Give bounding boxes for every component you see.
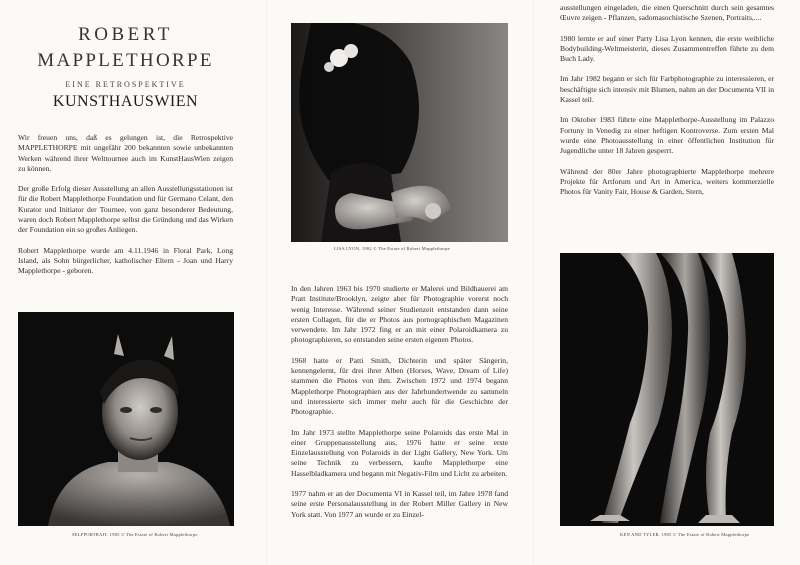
lisa-lyon-caption: LISA LYON, 1982 © The Estate of Robert Mapplethorpe — [334, 246, 450, 251]
lisa-lyon-photo — [291, 23, 508, 242]
fold-line-left — [266, 0, 267, 565]
column1-text — [18, 133, 233, 287]
paragraph: Im Jahr 1982 begann er sich für Farbphotographie zu interessieren, er beschäftigte sich intensiv mit Blumen, nahm an der Documenta VII in Kassel teil. — [560, 74, 774, 105]
paragraph: 1977 nahm er an der Documenta VI in Kassel teil, im Jahre 1978 fand seine erste Personalausstellung in der Robert Miller Gallery in New York statt. Von 1977 an wurde er zu Einzel- — [291, 489, 508, 519]
paragraph: Im Jahr 1973 stellte Mapplethorpe seine Polaroids das erste Mal in einer Gruppenausstellung aus, 1976 hatte er seine erste Einzelausstellung von Polaroids in der Light Gallery, New York. Um seine Technik zu verbessern, kaufte Mapplethorpe eine Hasselbladkamera und begann mit Negativ-Film und Licht zu arbeiten. — [291, 427, 508, 478]
column3-text — [560, 3, 774, 207]
column2-text — [291, 284, 508, 530]
ken-and-tyler-photo — [560, 253, 774, 526]
paragraph: Während der 80er Jahre photographierte Mapplethorpe mehrere Projekte für Artforum und Art in America, weiters kommerzielle Photos für Vanity Fair, House & Garden, Stern, — [560, 166, 774, 197]
paragraph: 1980 lernte er auf einer Party Lisa Lyon kennen, die erste weibliche Bodybuilding-Weltmeisterin, dieses Zusammentreffen führte zu dem Buch Lady. — [560, 33, 774, 64]
paragraph: Robert Mapplethorpe wurde am 4.11.1946 in Floral Park, Long Island, als Sohn bürgerlicher, katholischer Eltern - Joan und Harry Mapplethorpe - geboren. — [18, 245, 233, 276]
paragraph: ausstellungen eingeladen, die einen Querschnitt durch sein gesamtes Œuvre zeigen - Pflanzen, sadomasochistische Szenen, Portraits,.... — [560, 3, 774, 23]
paragraph: Wir freuen uns, daß es gelungen ist, die Retrospektive MAPPLETHORPE mit ungefähr 200 bekannten sowie unbekannten Werken während ihrer Welttournee auch im KunstHausWien zeigen zu können. — [18, 133, 233, 173]
title-last-name: MAPPLETHORPE — [37, 50, 214, 71]
paragraph: Im Oktober 1983 führte eine Mapplethorpe-Ausstellung im Palazzo Fortuny in Venedig zu einer heftigen Kontroverse. Zum ersten Mal wurde eine Photoausstellung in einer öffentlichen Institution für Jugendliche unter 18 Jahren gesperrt. — [560, 115, 774, 156]
fold-line-right — [533, 0, 534, 565]
paragraph: Der große Erfolg dieser Ausstellung an allen Ausstellungsstationen ist für die Robert Mapplethorpe Foundation und für Germano Celant, den Kurator und Initiator der Tournee, von ganz besonderer Bedeutung, waren doch Robert Mapplethorpe selbst die Gründung und das Wirken der Foundation ein so großes Anliegen. — [18, 184, 233, 235]
selfportrait-caption: SELFPORTRAIT, 1985 © The Estate of Robert Mapplethorpe — [72, 532, 198, 537]
paragraph: In den Jahren 1963 bis 1970 studierte er Malerei und Bildhauerei am Pratt Institute/Brooklyn, zeigte aber für Photographie vorerst noch wenig Interesse. Während seiner Studienzeit entstanden dann seine ersten Collagen, für die er Photos aus pornographischen Magazinen verwendete. Im Jahr 1972 fing er an mit einer Polaroidkamera zu photographieren, so entstanden seine ersten eigenen Photos. — [291, 284, 508, 345]
paragraph: 1968 hatte er Patti Smith, Dichterin und später Sängerin, kennengelernt, für drei ihrer Alben (Horses, Wave, Dream of Life) stammen die Photos von ihm. Zwischen 1972 und 1974 begann Mapplethorpe Photographien aus der Jahrhundertwende zu sammeln und interessierte sich immer mehr auch für die Geschichte der Photographie. — [291, 355, 508, 417]
ken-and-tyler-caption: KEN AND TYLER, 1985 © The Estate of Robert Mapplethorpe — [620, 532, 750, 537]
exhibition-subtitle: EINE RETROSPEKTIVE — [65, 80, 186, 89]
title-first-name: ROBERT — [78, 24, 173, 45]
kunsthauswien-logo: KUNSTHAUSWIEN — [52, 93, 199, 110]
selfportrait-photo — [18, 312, 234, 526]
